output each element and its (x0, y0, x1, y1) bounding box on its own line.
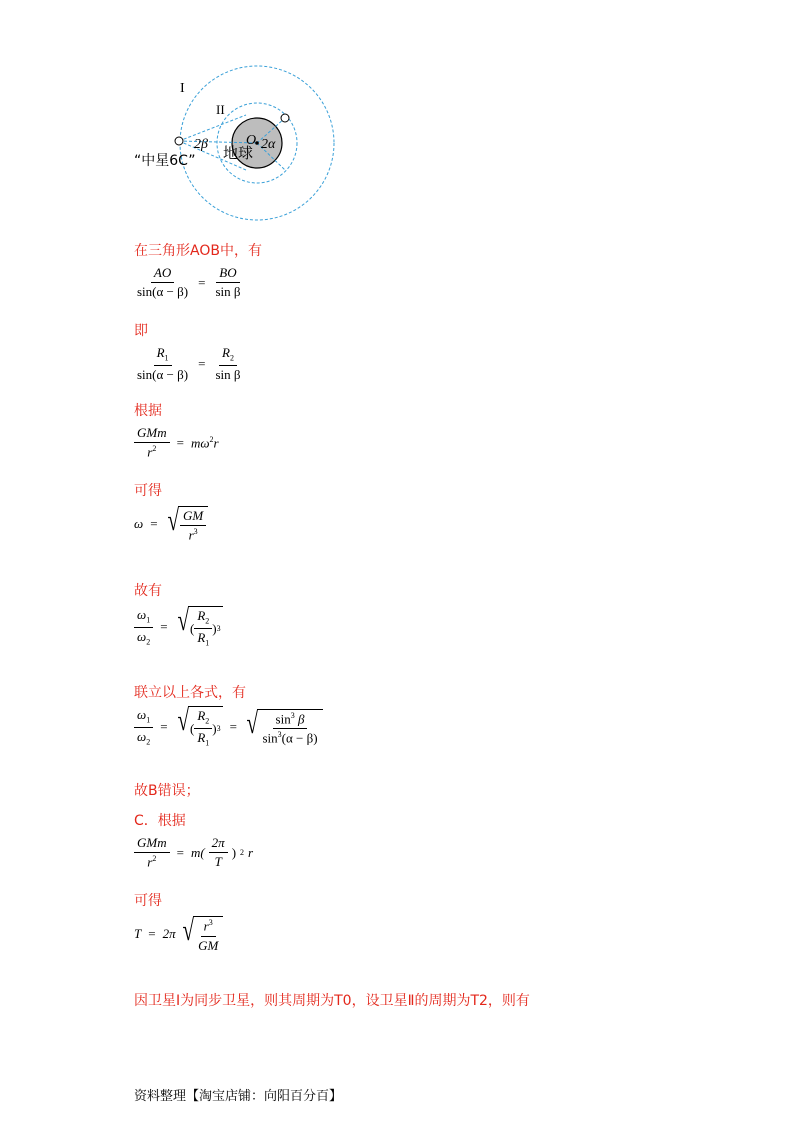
label-earth: 地球 (223, 144, 254, 162)
text-line-9: 可得 (134, 893, 162, 909)
eq3-equals: = (176, 434, 184, 450)
label-orbit-one: I (180, 81, 185, 96)
eq3-rhs-sup: 2 (209, 434, 214, 444)
equation-2 (134, 346, 243, 383)
eq6-num-l-sub: 1 (146, 715, 151, 725)
page-footer: 资料整理【淘宝店铺：向阳百分百】 (134, 1089, 343, 1104)
eq6-num-m: R (197, 708, 206, 723)
eq3-rhs: mω (190, 435, 210, 451)
eq4-den: r (188, 527, 194, 543)
eq3-den-sup: 2 (152, 444, 157, 454)
eq6-den-r-sup: 3 (277, 730, 282, 740)
orbit-diagram (120, 60, 360, 240)
eq6-equals-2: = (229, 719, 237, 735)
eq8-num-sup: 3 (208, 918, 213, 927)
text-line-3: 根据 (134, 403, 162, 419)
eq1-num-l: AO (151, 266, 174, 283)
eq5-den-l: ω (137, 628, 147, 644)
eq8-sqrt: √ $\frac{r^3}{GM}$ (180, 916, 224, 953)
text-line-1: 在三角形AOB中，有 (134, 243, 262, 259)
satellite-a (175, 137, 183, 145)
eq6-sup: 3 (216, 724, 221, 734)
eq6-num-r-tail: β (297, 711, 305, 727)
eq6-num-l: ω (137, 706, 147, 722)
eq8-den: GM (198, 937, 219, 953)
text-line-2: 即 (134, 323, 148, 339)
eq5-num-l: ω (137, 606, 147, 622)
equation-4 (134, 506, 208, 543)
eq7-sup: 2 (240, 848, 245, 858)
eq6-num-r: sin (275, 711, 291, 727)
eq3-num: GMm (134, 426, 170, 443)
eq6-den-l-sub: 2 (146, 737, 151, 747)
eq7-close: ) (231, 844, 237, 860)
eq4-sqrt: √ $\frac{GM}{r^3}$ (165, 506, 209, 543)
eq1-den-l: sin(α − β) (137, 284, 189, 300)
label-angle-beta: 2β (194, 137, 208, 152)
eq6-equals: = (160, 719, 168, 735)
eq8-num: r (203, 918, 209, 934)
text-line-10: 因卫星Ⅰ为同步卫星，则其周期为T0，设卫星Ⅱ的周期为T2，则有 (134, 993, 530, 1009)
eq5-den-r-sub: 1 (205, 638, 210, 648)
eq7-pnum: 2π (209, 836, 228, 853)
equation-5 (134, 606, 223, 649)
eq5-num-r-sub: 2 (205, 616, 210, 626)
eq6-den-m-sub: 1 (205, 738, 210, 748)
eq7-den-sup: 2 (152, 854, 157, 864)
eq5-num-l-sub: 1 (146, 615, 151, 625)
eq4-lhs: ω (134, 516, 144, 532)
eq5-equals: = (160, 619, 168, 635)
eq5-den-r: R (197, 630, 206, 646)
eq4-num: GM (180, 509, 206, 526)
eq6-sqrt-1: √ ( $\frac{R_2}{R_1}$ ) 3 (177, 704, 221, 748)
text-line-8: C．根据 (134, 813, 186, 829)
equation-1 (134, 266, 243, 300)
text-line-6: 联立以上各式，有 (134, 685, 246, 701)
equation-6 (134, 706, 323, 749)
eq8-equals: = (148, 926, 156, 942)
satellite-b (281, 114, 289, 122)
eq7-m: m( (190, 844, 205, 860)
eq6-num-m-sub: 2 (205, 716, 210, 726)
eq4-equals: = (150, 516, 158, 532)
eq5-sqrt: √ ( $\frac{R_2}{R_1}$ ) 3 (177, 604, 221, 648)
equation-3 (134, 426, 219, 460)
eq2-den-r: sin β (215, 367, 241, 383)
eq2-equals: = (198, 356, 206, 372)
eq1-num-r: BO (216, 266, 239, 283)
eq2-num-l: R (156, 345, 165, 360)
label-angle-alpha: 2α (261, 137, 276, 152)
eq6-den-l: ω (137, 728, 147, 744)
eq4-den-sup: 3 (193, 527, 198, 537)
text-line-4: 可得 (134, 483, 162, 499)
eq7-num: GMm (134, 836, 170, 853)
eq7-tail: r (248, 844, 254, 860)
eq8-coef: 2π (162, 926, 176, 942)
eq6-den-r: sin (262, 730, 278, 746)
eq5-num-r: R (197, 608, 206, 623)
eq6-sqrt-2: √ $\frac{\sin^3 \beta}{\sin^3(\alpha - \beta)}$ (244, 709, 323, 746)
eq6-num-r-sup: 3 (290, 710, 295, 720)
equation-8 (134, 916, 223, 953)
eq2-den-l: sin(α − β) (137, 367, 189, 383)
eq2-num-r-sub: 2 (229, 353, 234, 363)
eq7-equals: = (176, 844, 184, 860)
eq8-lhs: T (134, 926, 142, 942)
label-satellite: “中星6C” (134, 153, 196, 169)
label-orbit-two: II (216, 102, 225, 117)
text-line-7: 故B错误； (134, 783, 200, 799)
eq2-num-l-sub: 1 (164, 353, 169, 363)
eq5-den-l-sub: 2 (146, 637, 151, 647)
eq6-den-r-tail: (α − β) (281, 730, 318, 746)
eq3-den: r (147, 444, 153, 460)
eq1-den-r: sin β (215, 284, 241, 300)
equation-7 (134, 836, 253, 870)
text-line-5: 故有 (134, 583, 162, 599)
eq6-den-m: R (197, 730, 206, 746)
eq7-pden: T (214, 854, 222, 870)
eq7-den: r (147, 854, 153, 870)
eq3-rhs-tail: r (213, 435, 219, 451)
eq5-sup: 3 (216, 624, 221, 634)
label-center: O (246, 133, 257, 148)
eq1-equals: = (198, 274, 206, 290)
eq2-num-r: R (221, 345, 230, 360)
